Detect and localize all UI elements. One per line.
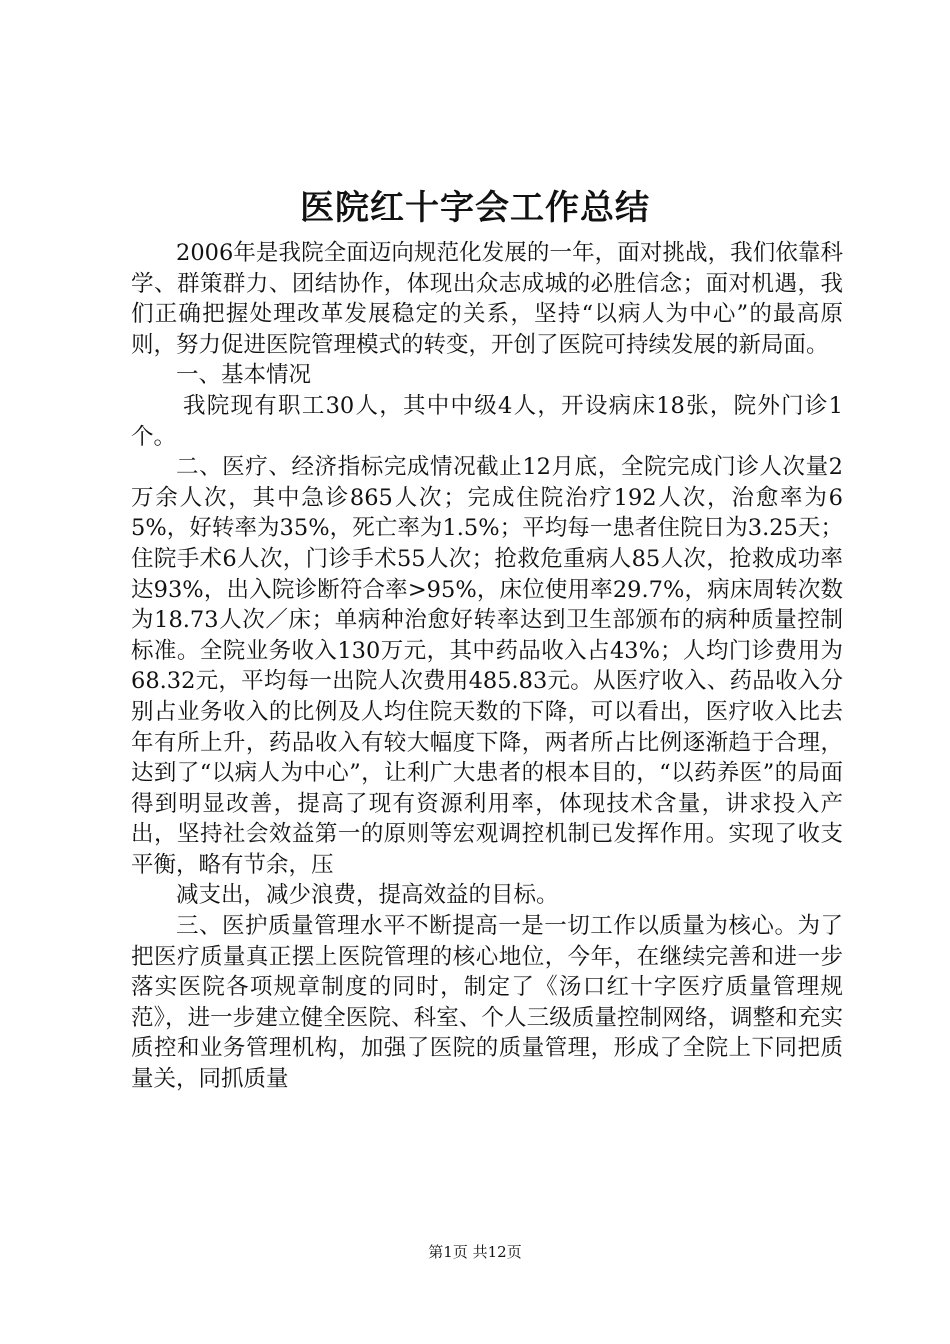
paragraph-indicators: 二、医疗、经济指标完成情况截止12月底，全院完成门诊人次量2万余人次，其中急诊865人次；完成住院治疗192人次，治愈率为65%，好转率为35%，死亡率为1.5%；平均每一患者住院日为3.25天；住院手术6人次，门诊手术55人次；抢救危重病人85人次，抢救成功率达93%，出入院诊断符合率>95%，床位使用率29.7%，病床周转次数为18.73人次／床；单病种治愈好转率达到卫生部颁布的病种质量控制标准。全院业务收入130万元，其中药品收入占43%；人均门诊费用为68.32元，平均每一出院人次费用485.83元。从医疗收入、药品收入分别占业务收入的比例及人均住院天数的下降，可以看出，医疗收入比去年有所上升，药品收入有较大幅度下降，两者所占比例逐渐趋于合理，达到了“以病人为中心”，让利广大患者的根本目的，“以药养医”的局面得到明显改善，提高了现有资源利用率，体现技术含量，讲求投入产出，坚持社会效益第一的原则等宏观调控机制已发挥作用。实现了收支平衡，略有节余，压 <box>131 454 843 878</box>
page-footer: 第1页 共12页 <box>428 1243 522 1261</box>
paragraph-intro: 2006年是我院全面迈向规范化发展的一年，面对挑战，我们依靠科学、群策群力、团结协作，体现出众志成城的必胜信念；面对机遇，我们正确把握处理改革发展稳定的关系，坚持“以病人为中心”的最高原则，努力促进医院管理模式的转变，开创了医院可持续发展的新局面。 <box>131 240 843 358</box>
paragraph-basic-info: 我院现有职工30人，其中中级4人，开设病床18张，院外门诊1个。 <box>131 392 843 450</box>
paragraph-indicators-continued: 减支出，减少浪费，提高效益的目标。 <box>176 882 559 909</box>
paragraph-quality-management: 三、医护质量管理水平不断提高一是一切工作以质量为核心。为了把医疗质量真正摆上医院管理的核心地位，今年，在继续完善和进一步落实医院各项规章制度的同时，制定了《汤口红十字医疗质量管理规范》，进一步建立健全医院、科室、个人三级质量控制网络，调整和充实质控和业务管理机构，加强了医院的质量管理，形成了全院上下同把质量关，同抓质量 <box>131 913 843 1093</box>
document-body <box>131 238 843 1095</box>
section-heading-basic-info: 一、基本情况 <box>176 362 312 389</box>
document-title: 医院红十字会工作总结 <box>300 188 650 228</box>
